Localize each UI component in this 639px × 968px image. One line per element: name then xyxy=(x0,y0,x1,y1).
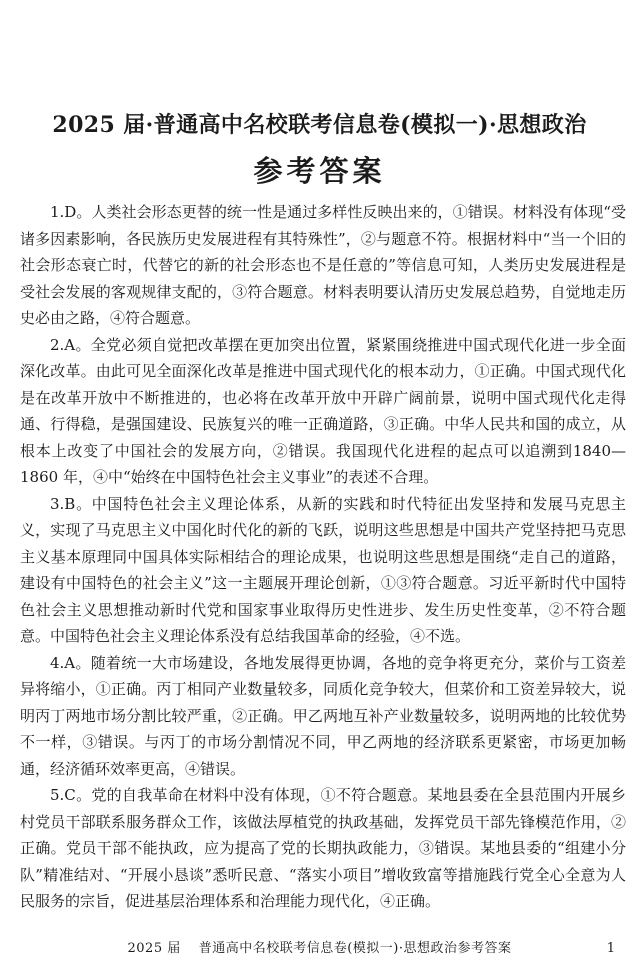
page-number: 1 xyxy=(606,941,615,956)
answer-item-5: 5.C。党的自我革命在材料中没有体现，①不符合题意。某地县委在全县范围内开展乡村党员干部联系服务群众工作，该做法厚植党的执政基础，发挥党员干部先锋模范作用，②正确。党员干部不能执政，应为提高了党的长期执政能力，③错误。某地县委的“组建小分队”精准结对、“开展小恳谈”悉听民意、“落实小项目”增收致富等措施践行党全心全意为人民服务的宗旨，促进基层治理体系和治理能力现代化，④正确。 xyxy=(20,786,626,910)
page-footer xyxy=(0,941,639,957)
footer-series: 2025 届 xyxy=(127,941,181,956)
footer-caption xyxy=(0,941,639,957)
footer-title: 普通高中名校联考信息卷(模拟一)·思想政治参考答案 xyxy=(198,941,512,956)
answer-item-3: 3.B。中国特色社会主义理论体系，从新的实践和时代特征出发坚持和发展马克思主义，实现了马克思主义中国化时代化的新的飞跃，说明这些思想是中国共产党坚持把马克思主义基本原理同中国具体实际相结合的理论成果，也说明这些思想是围绕“走自己的道路，建设有中国特色的社会主义”这一主题展开理论创新，①③符合题意。习近平新时代中国特色社会主义思想推动新时代党和国家事业取得历史性进步、发生历史性变革，②不符合题意。中国特色社会主义理论体系没有总结我国革命的经验，④不选。 xyxy=(20,494,626,645)
document-title: 2025 届·普通高中名校联考信息卷(模拟一)·思想政治 xyxy=(52,112,587,138)
answer-item-2: 2.A。全党必须自觉把改革摆在更加突出位置，紧紧围绕推进中国式现代化进一步全面深化改革。由此可见全面深化改革是推进中国式现代化的根本动力，①正确。中国式现代化是在改革开放中不断推进的，也必将在改革开放中开辟广阔前景，说明中国式现代化走得通、行得稳，是强国建设、民族复兴的唯一正确道路，③正确。中华人民共和国的成立，从根本上改变了中国社会的发展方向，②错误。我国现代化进程的起点可以追溯到1840—1860 年，④中“始终在中国特色社会主义事业”的表述不合理。 xyxy=(20,335,626,486)
answer-item-1: 1.D。人类社会形态更替的统一性是通过多样性反映出来的，①错误。材料没有体现“受诸多因素影响，各民族历史发展进程有其特殊性”，②与题意不符。根据材料中“当一个旧的社会形态衰亡时，代替它的新的社会形态也不是任意的”等信息可知，人类历史发展进程是受社会发展的客观规律支配的，③符合题意。材料表明要认清历史发展总趋势，自觉地走历史必由之路，④符合题意。 xyxy=(20,203,626,327)
document-subtitle: 参考答案 xyxy=(253,154,386,188)
answer-item-4: 4.A。随着统一大市场建设，各地发展得更协调，各地的竞争将更充分，菜价与工资差异将缩小，①正确。丙丁相同产业数量较多，同质化竞争较大，但菜价和工资差异较大，说明丙丁两地市场分割比较严重，②正确。甲乙两地互补产业数量较多，说明两地的比较优势不一样，③错误。与丙丁的市场分割情况不同，甲乙两地的经济联系更紧密，市场更加畅通，经济循环效率更高，④错误。 xyxy=(20,653,626,778)
answer-list xyxy=(20,199,626,941)
